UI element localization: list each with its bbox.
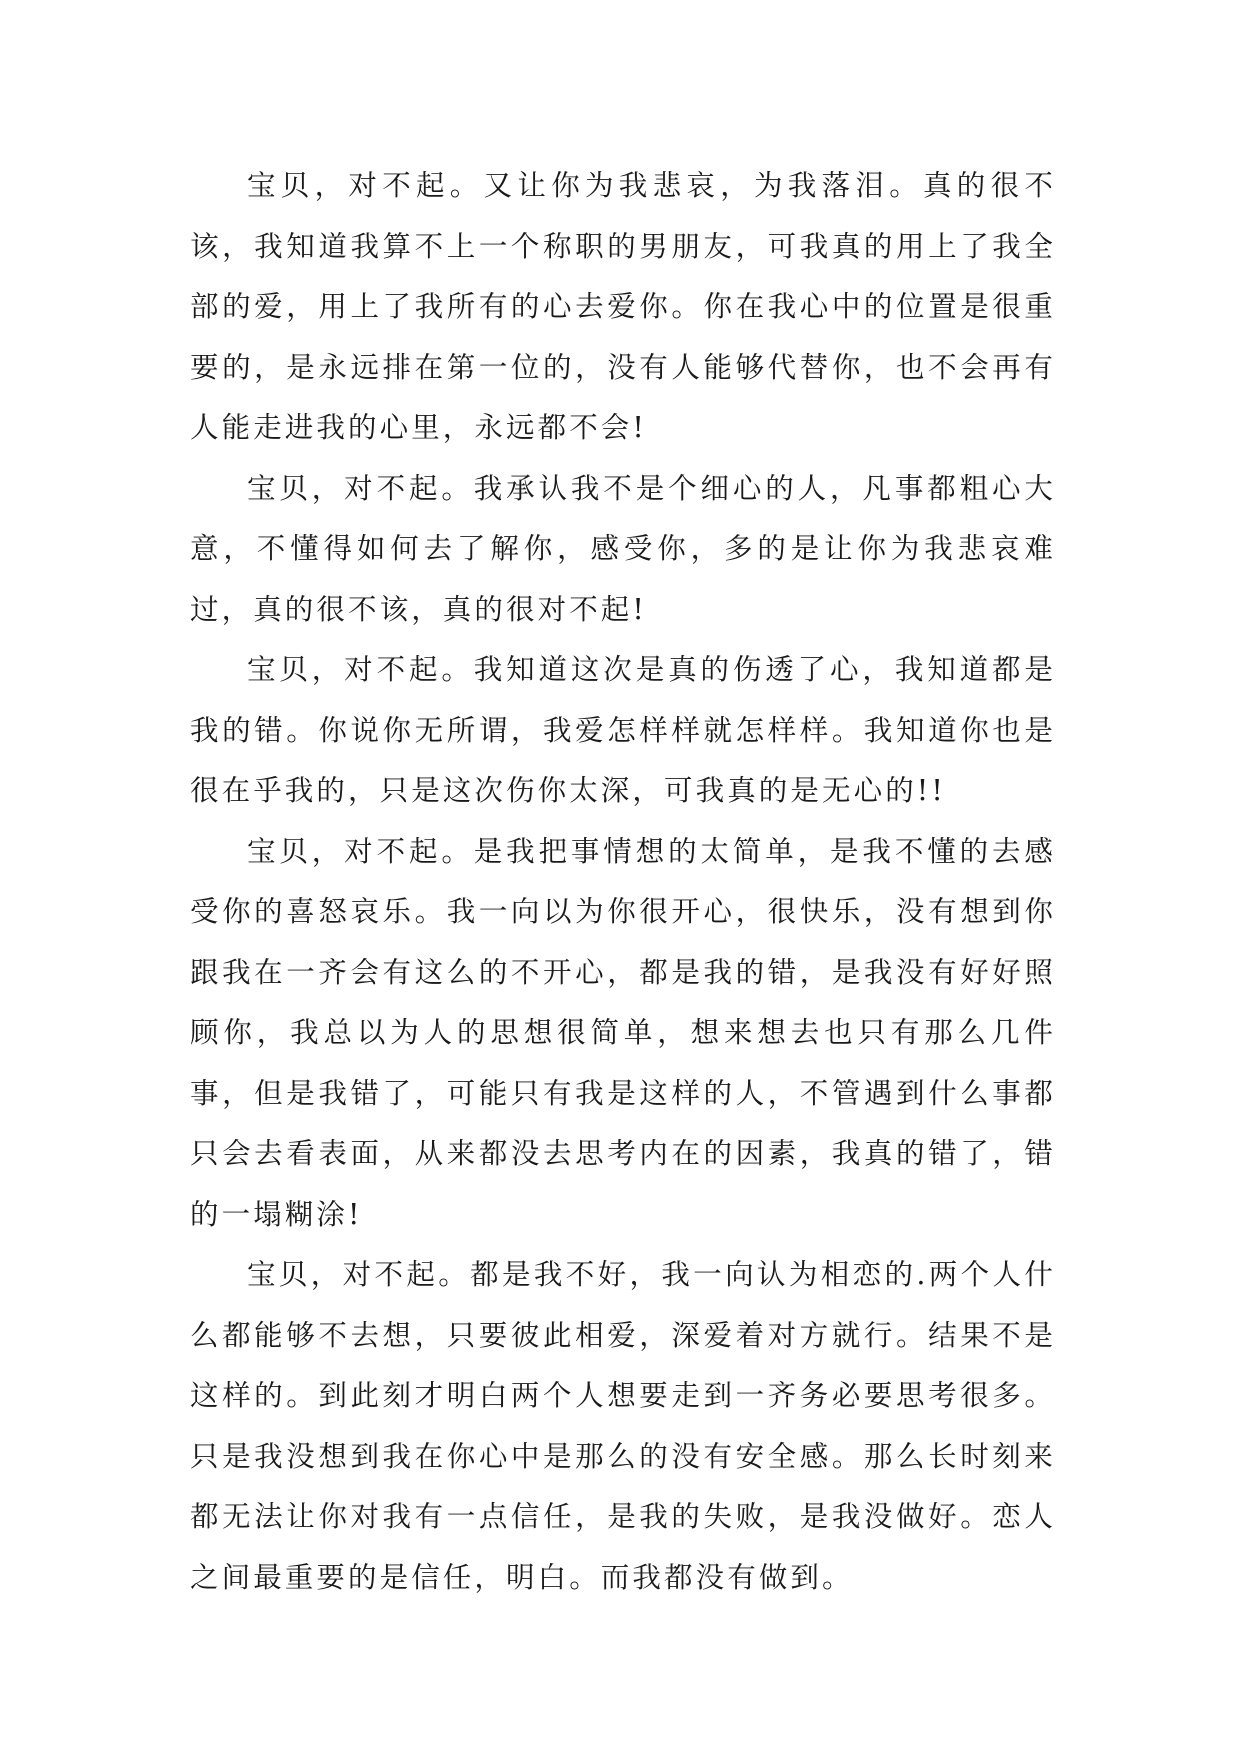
paragraph-1: 宝贝，对不起。又让你为我悲哀，为我落泪。真的很不该，我知道我算不上一个称职的男朋友，可我真的用上了我全部的爱，用上了我所有的心去爱你。你在我心中的位置是很重要的，是永远排在第一位的，没有人能够代替你，也不会再有人能走进我的心里，永远都不会! [190,169,1056,444]
paragraph-3: 宝贝，对不起。我知道这次是真的伤透了心，我知道都是我的错。你说你无所谓，我爱怎样样就怎样样。我知道你也是很在乎我的，只是这次伤你太深，可我真的是无心的!! [190,653,1056,807]
paragraph-5: 宝贝，对不起。都是我不好，我一向认为相恋的.两个人什么都能够不去想，只要彼此相爱，深爱着对方就行。结果不是这样的。到此刻才明白两个人想要走到一齐务必要思考很多。只是我没想到我在你心中是那么的没有安全感。那么长时刻来都无法让你对我有一点信任，是我的失败，是我没做好。恋人之间最重要的是信任，明白。而我都没有做到。 [190,1258,1056,1594]
paragraph-4: 宝贝，对不起。是我把事情想的太简单，是我不懂的去感受你的喜怒哀乐。我一向以为你很开心，很快乐，没有想到你跟我在一齐会有这么的不开心，都是我的错，是我没有好好照顾你，我总以为人的思想很简单，想来想去也只有那么几件事，但是我错了，可能只有我是这样的人，不管遇到什么事都只会去看表面，从来都没去思考内在的因素，我真的错了，错的一塌糊涂! [190,834,1056,1231]
paragraph-2: 宝贝，对不起。我承认我不是个细心的人，凡事都粗心大意，不懂得如何去了解你，感受你，多的是让你为我悲哀难过，真的很不该，真的很对不起! [190,471,1056,626]
document-body [190,156,1056,1608]
